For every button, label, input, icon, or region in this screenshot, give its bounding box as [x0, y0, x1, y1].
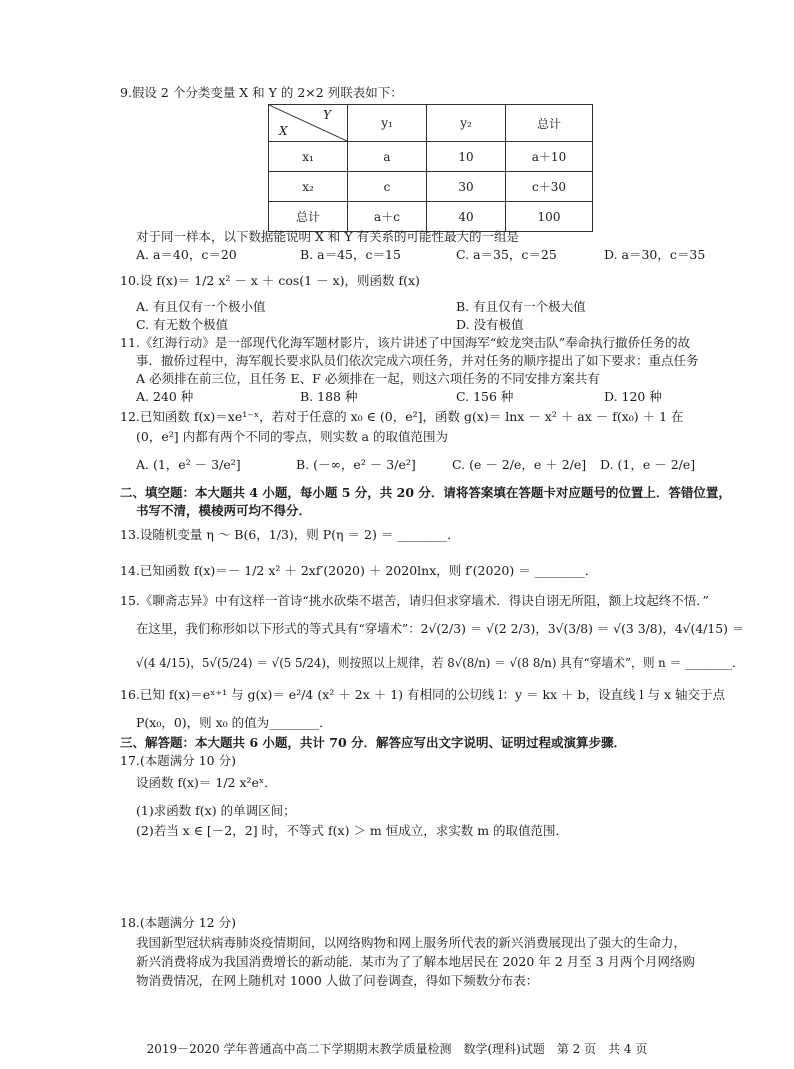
q15-line-1: 15.《聊斋志异》中有这样一首诗“挑水砍柴不堪苦，请归但求穿墙术．得诀自诩无所阻，额上坟起终不悟．” [120, 593, 709, 608]
table-cell: x₁ [269, 142, 348, 172]
q18-line-2: 新兴消费将成为我国消费增长的新动能．某市为了了解本地居民在 2020 年 2 月至 3 月两个月网络购 [136, 954, 696, 969]
q11-option-d: D. 120 种 [604, 389, 662, 404]
q17-title: 17.(本题满分 10 分) [120, 753, 236, 768]
section-2-heading: 二、填空题：本大题共 4 小题，每小题 5 分，共 20 分．请将答案填在答题卡对应题号的位置上．答错位置， [120, 485, 731, 500]
q18-title: 18.(本题满分 12 分) [120, 915, 236, 930]
q12-line-2: (0，e²] 内都有两个不同的零点，则实数 a 的取值范围为 [136, 429, 448, 444]
section-2-heading-cont: 书写不清，模棱两可均不得分． [136, 503, 312, 518]
corner-label-y: Y [323, 108, 331, 122]
table-cell: 40 [427, 202, 506, 232]
q9-option-c: C. a＝35，c＝25 [456, 247, 557, 262]
contingency-table [268, 104, 593, 232]
table-cell: a＋c [348, 202, 427, 232]
q14-text: 14.已知函数 f(x)＝－ 1/2 x² ＋ 2xf′(2020) ＋ 2020lnx，则 f′(2020) ＝ ________． [120, 563, 598, 578]
table-cell: 10 [427, 142, 506, 172]
q11-option-b: B. 188 种 [300, 389, 358, 404]
table-row [269, 172, 593, 202]
q11-line-3: A 必须排在前三位，且任务 E、F 必须排在一起，则这六项任务的不同安排方案共有 [136, 371, 600, 386]
q17-part-2: (2)若当 x ∈ [－2，2] 时，不等式 f(x) ＞ m 恒成立，求实数 m 的取值范围． [136, 823, 569, 838]
header-cell: y₁ [348, 105, 427, 142]
q10-option-b: B. 有且仅有一个极大值 [456, 299, 586, 314]
q12-line-1: 12.已知函数 f(x)＝xe¹⁻ˣ，若对于任意的 x₀ ∈ (0，e²]，函数 g(x)＝ lnx － x² ＋ ax － f(x₀) ＋ 1 在 [120, 409, 684, 424]
q17-part-1: (1)求函数 f(x) 的单调区间； [136, 803, 296, 818]
q9-prompt: 对于同一样本，以下数据能说明 X 和 Y 有关系的可能性最大的一组是 [136, 229, 520, 244]
q12-option-c: C. (e － 2/e，e ＋ 2/e] [452, 457, 587, 472]
q11-option-c: C. 156 种 [456, 389, 514, 404]
q12-option-b: B. (－∞，e² － 3/e²] [296, 457, 416, 472]
q10-option-d: D. 没有极值 [456, 317, 524, 332]
table-cell: c [348, 172, 427, 202]
header-cell: y₂ [427, 105, 506, 142]
section-3-heading: 三、解答题：本大题共 6 小题，共计 70 分．解答应写出文字说明、证明过程或演算步骤． [120, 735, 627, 750]
q18-line-3: 物消费情况，在网上随机对 1000 人做了问卷调查，得如下频数分布表： [136, 973, 539, 988]
q10-option-a: A. 有且仅有一个极小值 [136, 299, 266, 314]
page-footer: 2019－2020 学年普通高中高二下学期期末教学质量检测 数学(理科)试题 第 2 页 共 4 页 [146, 1042, 648, 1056]
q17-given: 设函数 f(x)＝ 1/2 x²eˣ． [136, 775, 277, 790]
table-corner-cell [269, 105, 348, 142]
q16-line-2: P(x₀，0)，则 x₀ 的值为________． [136, 715, 332, 730]
q16-line-1: 16.已知 f(x)＝eˣ⁺¹ 与 g(x)＝ e²/4 (x² ＋ 2x ＋ 1) 有相同的公切线 l：y ＝ kx ＋ b，设直线 l 与 x 轴交于点 [120, 687, 725, 702]
q9-option-a: A. a＝40，c＝20 [136, 247, 237, 262]
q11-line-1: 11.《红海行动》是一部现代化海军题材影片，该片讲述了中国海军“蛟龙突击队”奉命执行撤侨任务的故 [120, 335, 691, 350]
table-row [269, 202, 593, 232]
q9-option-b: B. a＝45，c＝15 [300, 247, 401, 262]
q11-option-a: A. 240 种 [136, 389, 194, 404]
table-cell: 总计 [269, 202, 348, 232]
q12-option-a: A. (1，e² － 3/e²] [136, 457, 241, 472]
q11-line-2: 事．撤侨过程中，海军舰长要求队员们依次完成六项任务，并对任务的顺序提出了如下要求：重点任务 [136, 353, 699, 368]
q15-line-3: √(4 4/15)，5√(5/24) ＝ √(5 5/24)，则按照以上规律，若 8√(8/n) ＝ √(8 8/n) 具有“穿墙术”，则 n ＝ ________． [136, 655, 744, 670]
q12-option-d: D. (1，e － 2/e] [600, 457, 696, 472]
table-cell: a＋10 [506, 142, 593, 172]
table-cell: x₂ [269, 172, 348, 202]
table-cell: c＋30 [506, 172, 593, 202]
q15-line-2: 在这里，我们称形如以下形式的等式具有“穿墙术”：2√(2/3) ＝ √(2 2/3)，3√(3/8) ＝ √(3 3/8)，4√(4/15) ＝ [136, 621, 745, 636]
q10-stem: 10.设 f(x)＝ 1/2 x² － x ＋ cos(1 － x)，则函数 f(x) [120, 273, 420, 288]
q18-line-1: 我国新型冠状病毒肺炎疫情期间，以网络购物和网上服务所代表的新兴消费展现出了强大的生命力， [136, 935, 687, 950]
table-cell: 100 [506, 202, 593, 232]
table-cell: a [348, 142, 427, 172]
q9-stem: 9.假设 2 个分类变量 X 和 Y 的 2×2 列联表如下： [120, 85, 403, 100]
q9-option-d: D. a＝30，c＝35 [604, 247, 706, 262]
q13-text: 13.设随机变量 η ～ B(6，1/3)，则 P(η ＝ 2) ＝ ________． [120, 527, 460, 542]
q10-option-c: C. 有无数个极值 [136, 317, 229, 332]
table-row [269, 142, 593, 172]
corner-label-x: X [279, 124, 288, 138]
table-cell: 30 [427, 172, 506, 202]
header-cell: 总计 [506, 105, 593, 142]
